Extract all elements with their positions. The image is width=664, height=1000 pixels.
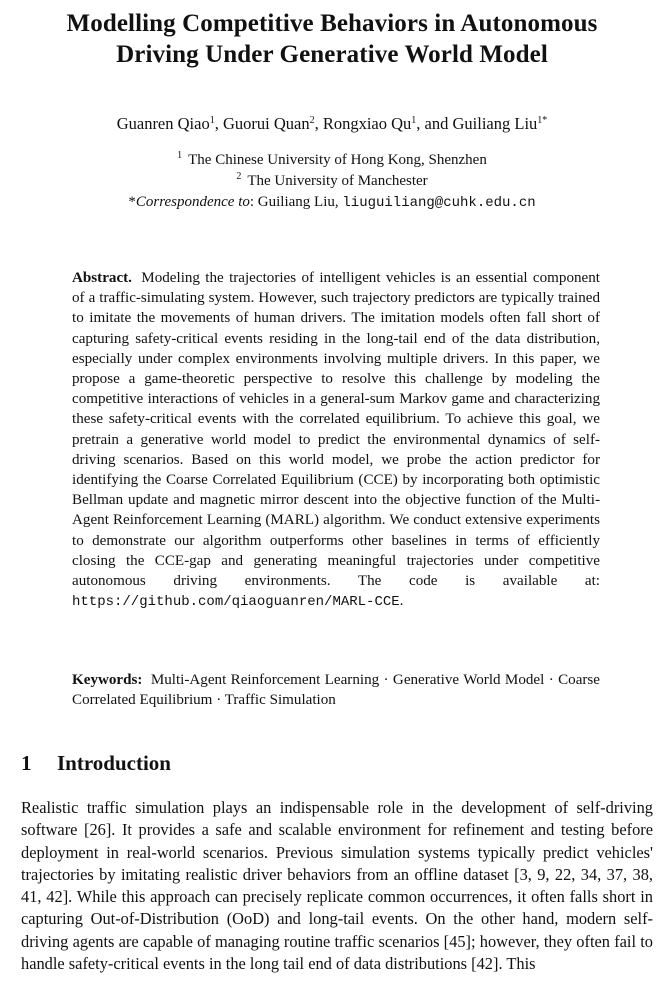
section-number: 1 <box>21 751 32 775</box>
author-affiliation-mark: 2 <box>309 115 315 126</box>
correspondence-line <box>10 192 654 213</box>
keywords-label: Keywords: <box>72 672 143 688</box>
abstract-block <box>72 268 600 612</box>
author-affiliation-mark: 1* <box>537 115 548 126</box>
affiliation-2 <box>10 171 654 193</box>
author-name: Guanren Qiao <box>116 114 210 133</box>
code-link[interactable]: https://github.com/qiaoguanren/MARL-CCE <box>72 594 400 611</box>
keywords-block <box>72 670 600 710</box>
correspondence-label: Correspondence to <box>135 194 250 210</box>
affiliation-1 <box>10 150 654 172</box>
abstract-label: Abstract. <box>72 270 132 286</box>
correspondence-text: : Guiliang Liu, <box>249 194 339 210</box>
author-affiliation-mark: 1 <box>209 115 215 126</box>
author-list: Guanren Qiao$^1$, Guorui Quan$^2$, Rongxiao Qu$^1$, and Guiliang Liu$^{1*}$ <box>116 114 548 133</box>
paper-title-line-2: Driving Under Generative World Model <box>116 41 548 68</box>
section-heading <box>21 749 171 777</box>
correspondence-email[interactable]: liuguiliang@cuhk.edu.cn <box>342 195 536 211</box>
abstract-text: Modeling the trajectories of intelligent vehicles is an essential component of a traffic-simulating system. However, such trajectory predictors are typically trained to imitate the movements of human drivers. The imitation models often fall short of capturing safety-critical events residing in the long-tail end of the data distribution, especially under complex environments involving multiple drivers. In this paper, we propose a game-theoretic perspective to resolve this challenge by modeling the competitive interactions of vehicles in a general-sum Markov game and characterizing these safety-critical events with the correlated equilibrium. To achieve this goal, we pretrain a generative world model to predict the environmental dynamics of self-driving scenarios. Based on this world model, we probe the action predictor for identifying the Coarse Correlated Equilibrium (CCE) by incorporating both optimistic Bellman update and magnetic mirror descent into the objective function of the Multi-Agent Reinforcement Learning (MARL) algorithm. We conduct extensive experiments to demonstrate our algorithm outperforms other baselines in terms of efficiently closing the CCE-gap and generating meaningful trajectories under competitive autonomous driving environments. The code is available at: <box>72 270 600 590</box>
abstract-end: . <box>399 593 404 610</box>
section-title: Introduction <box>57 751 171 775</box>
affiliation-number: 2 <box>236 171 242 182</box>
author-name: and Guiliang Liu <box>424 114 538 133</box>
introduction-paragraph: Realistic traffic simulation plays an indispensable role in the development of self-driving software [26]. It provides a safe and scalable environment for refinement and testing before deployment in real-world scenarios. Previous simulation systems typically predict vehicles' trajectories by imitating realistic driver behaviors from an offline dataset [3, 9, 22, 34, 37, 38, 41, 42]. While this approach can precisely replicate common occurrences, it often falls short in capturing Out-of-Distribution (OoD) and long-tail events. On the other hand, modern self-driving agents are capable of managing routine traffic scenarios [45]; however, they often fail to handle safety-critical events in the long tail end of data distributions [42]. This <box>21 798 653 974</box>
paper-title <box>10 8 654 70</box>
author-name: Rongxiao Qu <box>322 114 412 133</box>
affiliation-number: 1 <box>177 150 183 161</box>
keywords-text: Multi-Agent Reinforcement Learning · Generative World Model · Coarse Correlated Equilibrium · Traffic Simulation <box>72 672 600 709</box>
affiliation-text: The Chinese University of Hong Kong, Shenzhen <box>188 152 487 168</box>
paper-title-line-1: Modelling Competitive Behaviors in Autonomous <box>66 10 598 37</box>
affiliation-text: The University of Manchester <box>247 173 428 189</box>
author-name: Guorui Quan <box>222 114 310 133</box>
author-affiliation-mark: 1 <box>411 115 417 126</box>
correspondence-star: * <box>128 194 136 210</box>
